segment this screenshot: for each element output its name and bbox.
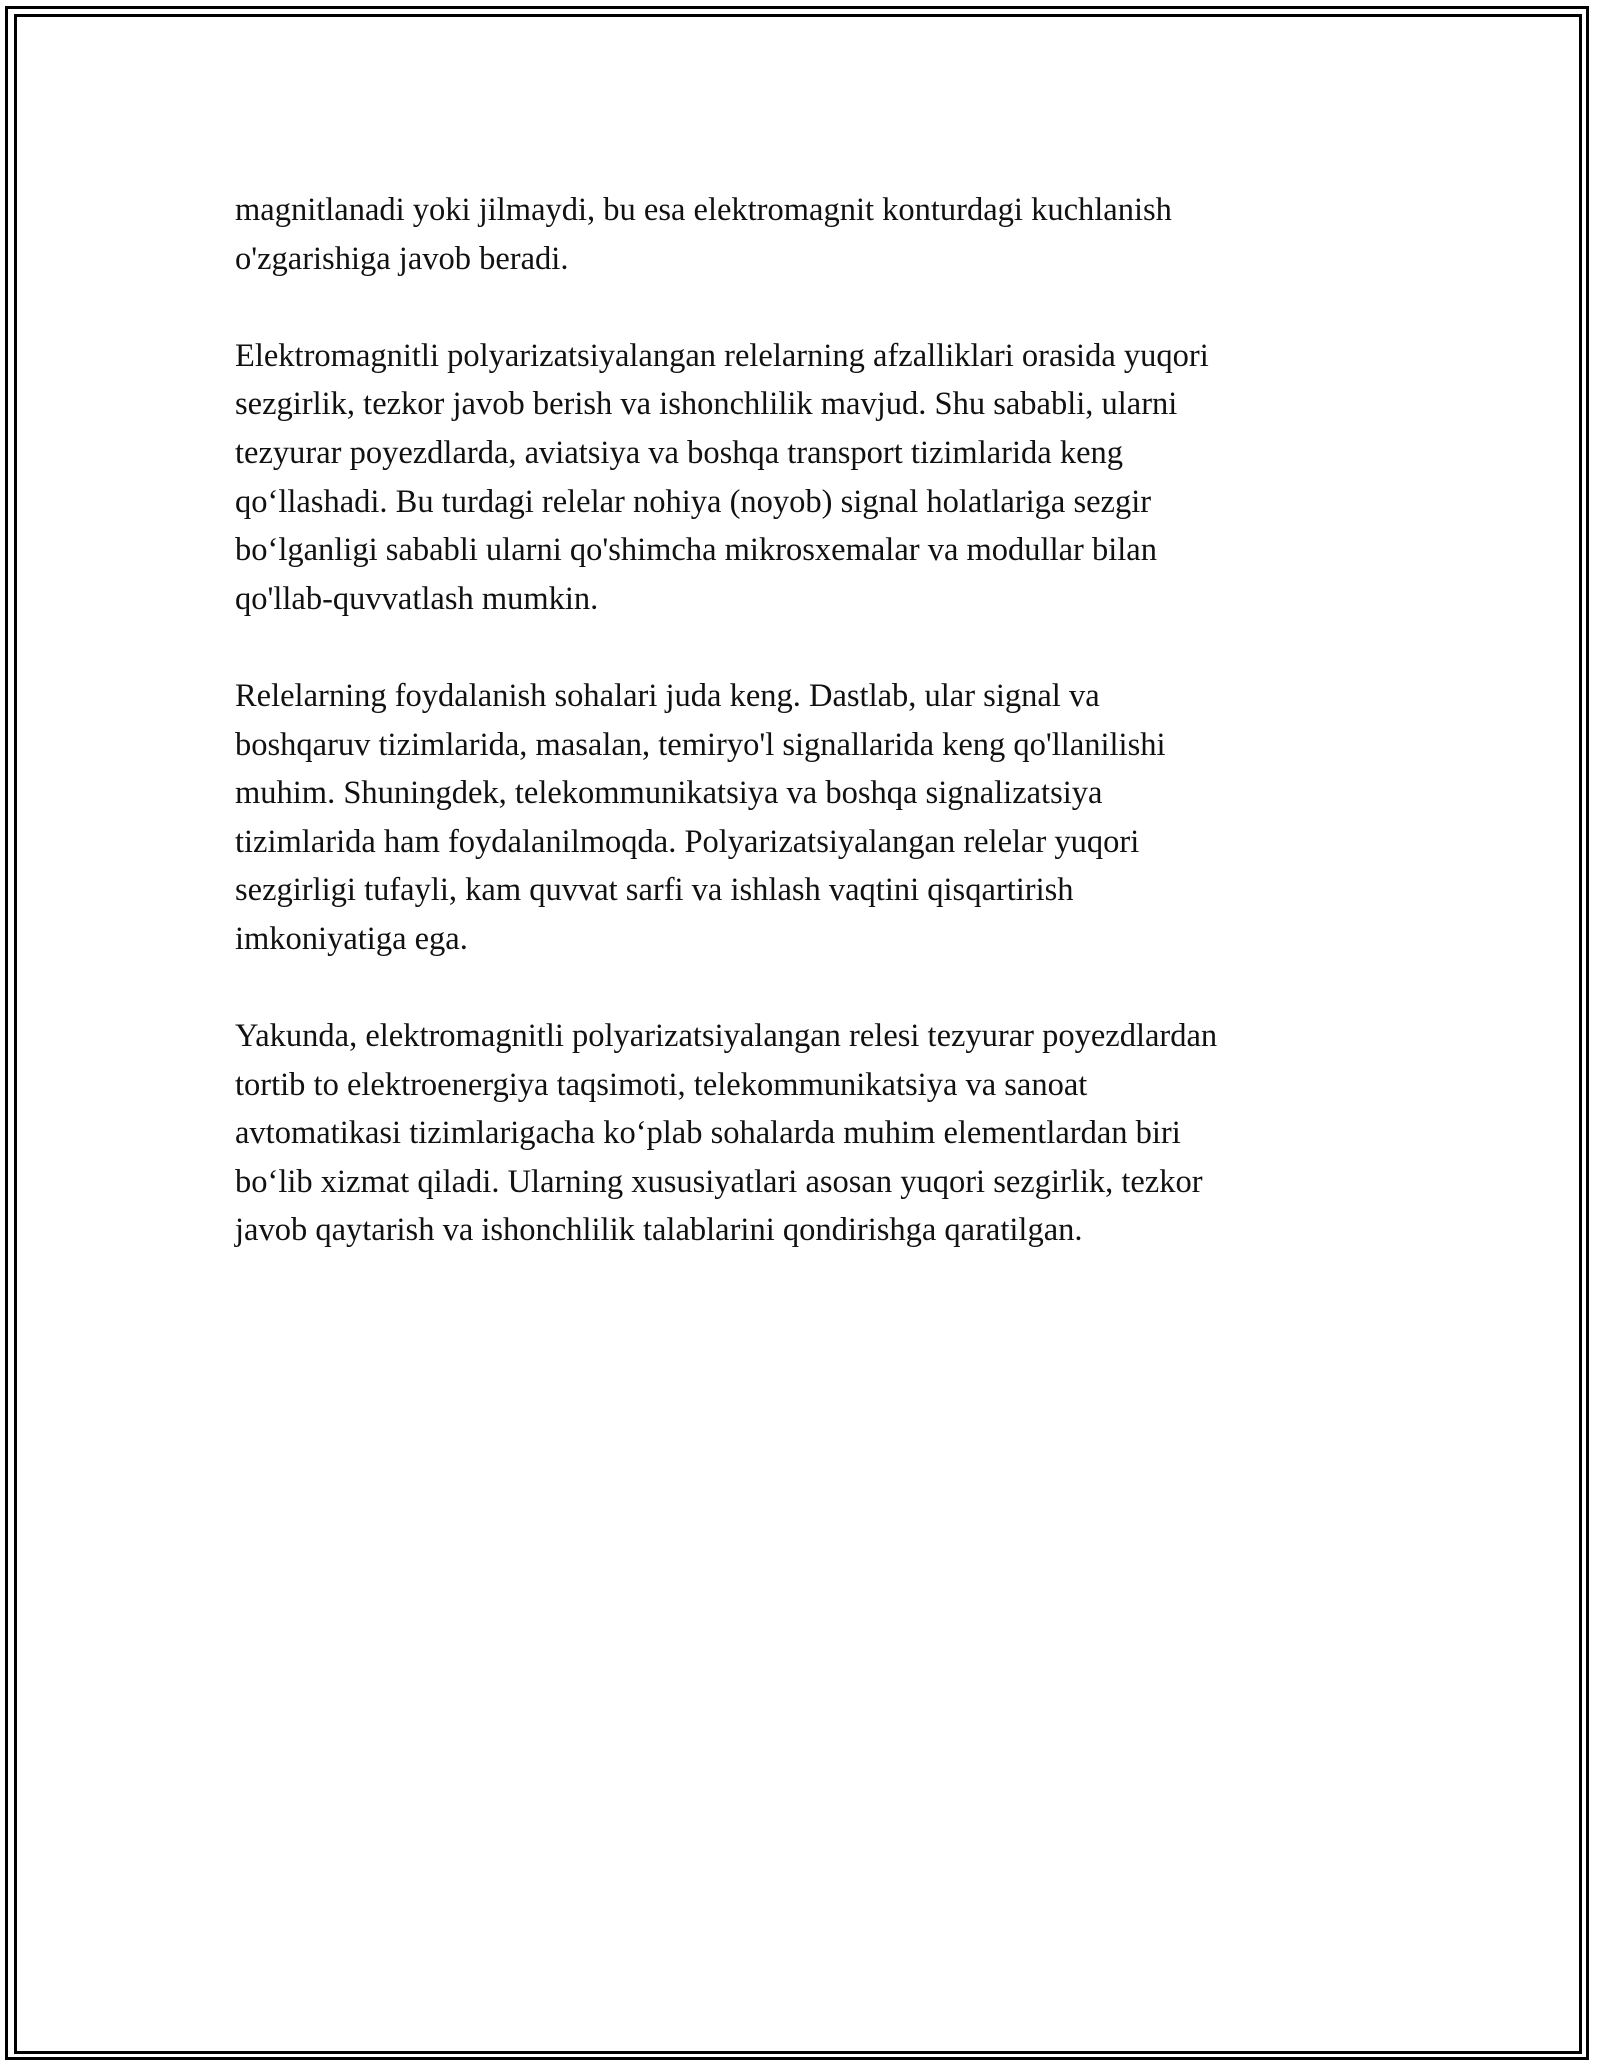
paragraph-1: magnitlanadi yoki jilmaydi, bu esa elektromagnit konturdagi kuchlanish o'zgarishiga javob beradi. (235, 192, 1172, 277)
paragraph-4: Yakunda, elektromagnitli polyarizatsiyalangan relesi tezyurar poyezdlardan tortib to elektroenergiya taqsimoti, telekommunikatsiya va sanoat avtomatikasi tizimlarigacha ko‘plab sohalarda muhim elementlardan biri bo‘lib xizmat qiladi. Ularning xususiyatlari asosan yuqori sezgirlik, tezkor javob qaytarish va ishonchlilik talablarini qondirishga qaratilgan. (235, 1018, 1218, 1249)
document-body (235, 186, 1365, 1304)
paragraph-3: Relelarning foydalanish sohalari juda keng. Dastlab, ular signal va boshqaruv tizimlarida, masalan, temiryo'l signallarida keng qo'llanilishi muhim. Shuningdek, telekommunikatsiya va boshqa signalizatsiya tizimlarida ham foydalanilmoqda. Polyarizatsiyalangan relelar yuqori sezgirligi tufayli, kam quvvat sarfi va ishlash vaqtini qisqartirish imkoniyatiga ega. (235, 677, 1166, 957)
paragraph-2: Elektromagnitli polyarizatsiyalangan relelarning afzalliklari orasida yuqori sezgirlik, tezkor javob berish va ishonchlilik mavjud. Shu sababli, ularni tezyurar poyezdlarda, aviatsiya va boshqa transport tizimlarida keng qo‘llashadi. Bu turdagi relelar nohiya (noyob) signal holatlariga sezgir bo‘lganligi sababli ularni qo'shimcha mikrosxemalar va modullar bilan qo'llab-quvvatlash mumkin. (235, 337, 1209, 617)
